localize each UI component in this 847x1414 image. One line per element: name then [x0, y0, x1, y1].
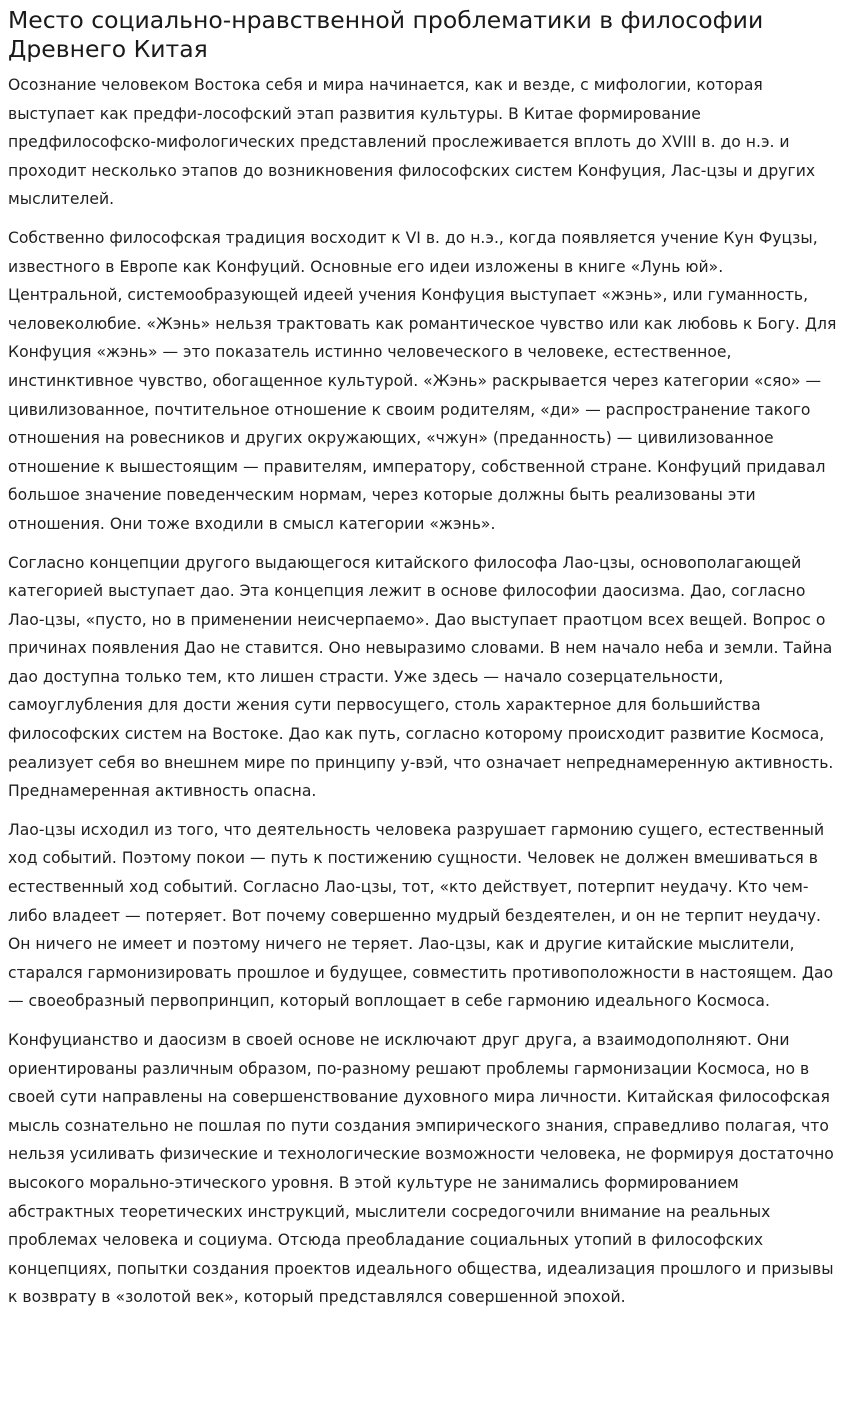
- article-title: Место социально-нравственной проблематики в философии Древнего Китая: [8, 6, 764, 63]
- paragraph-4: Лао-цзы исходил из того, что деятельность человека разрушает гармонию сущего, естественный ход событий. Поэтому покои — путь к постижению сущности. Человек не должен вмешиваться в естественный ход событий. Согласно Лао-цзы, тот, «кто действует, потерпит неудачу. Кто чем-либо владеет — потеряет. Вот почему совершенно мудрый бездеятелен, и он не терпит неудачу. Он ничего не имеет и поэтому ничего не теряет. Лао-цзы, как и другие китайские мыслители, старался гармонизировать прошлое и будущее, совместить противоположности в настоящем. Дао — своеобразный первопринцип, который воплощает в себе гармонию идеального Космоса.: [8, 820, 834, 1011]
- paragraph-3: Согласно концепции другого выдающегося китайского философа Лао-цзы, основополагающей категорией выступает дао. Эта концепция лежит в основе философии даосизма. Дао, согласно Лао-цзы, «пусто, но в применении неисчерпаемо». Дао выступает праотцом всех вещей. Вопрос о причинах появления Дао не ставится. Оно невыразимо словами. В нем начало неба и земли. Тайна дао доступна только тем, кто лишен страсти. Уже здесь — начало созерцательности, самоуглубления для дости жения сути первосущего, столь характерное для большийства философских систем на Востоке. Дао как путь, согласно которому происходит развитие Космоса, реализует себя во внешнем мире по принципу у-вэй, что означает непреднамеренную активность. Преднамеренная активность опасна.: [8, 553, 834, 801]
- paragraph-2: Собственно философская традиция восходит к VI в. до н.э., когда появляется учение Кун Фуцзы, известного в Европе как Конфуций. Основные его идеи изложены в книге «Лунь юй». Центральной, системообразующей идеей учения Конфуция выступает «жэнь», или гуманность, человеколюбие. «Жэнь» нельзя трактовать как романтическое чувство или как любовь к Богу. Для Конфуция «жэнь» — это показатель истинно человеческого в человеке, естественное, инстинктивное чувство, обогащенное культурой. «Жэнь» раскрывается через категории «сяо» — цивилизованное, почтительное отношение к своим родителям, «ди» — распространение такого отношения на ровесников и других окружающих, «чжун» (преданность) — цивилизованное отношение к вышестоящим — правителям, императору, собственной стране. Конфуций придавал большое значение поведенческим нормам, через которые должны быть реализованы эти отношения. Они тоже входили в смысл категории «жэнь».: [8, 228, 837, 533]
- paragraph-5: Конфуцианство и даосизм в своей основе не исключают друг друга, а взаимодополняют. Они ориентированы различным образом, по-разному решают проблемы гармонизации Космоса, но в своей сути направлены на совершенствование духовного мира личности. Китайская философская мысль сознательно не пошлая по пути создания эмпирического знания, справедливо полагая, что нельзя усиливать физические и технологические возможности человека, не формируя достаточно высокого морально-этического уровня. В этой культуре не занимались формированием абстрактных теоретических инструкций, мыслители сосредогочили внимание на реальных проблемах человека и социума. Отсюда преобладание социальных утопий в философских концепциях, попытки создания проектов идеального общества, идеализация прошлого и призывы к возврату в «золотой век», который представлялся совершенной эпохой.: [8, 1031, 834, 1307]
- paragraph-1: Осознание человеком Востока себя и мира начинается, как и везде, с мифологии, которая выступает как предфи-лософский этап развития культуры. В Китае формирование предфилософско-мифологических представлений прослеживается вплоть до XVIII в. до н.э. и проходит несколько этапов до возникновения философских систем Конфуция, Лас-цзы и других мыслителей.: [8, 76, 816, 209]
